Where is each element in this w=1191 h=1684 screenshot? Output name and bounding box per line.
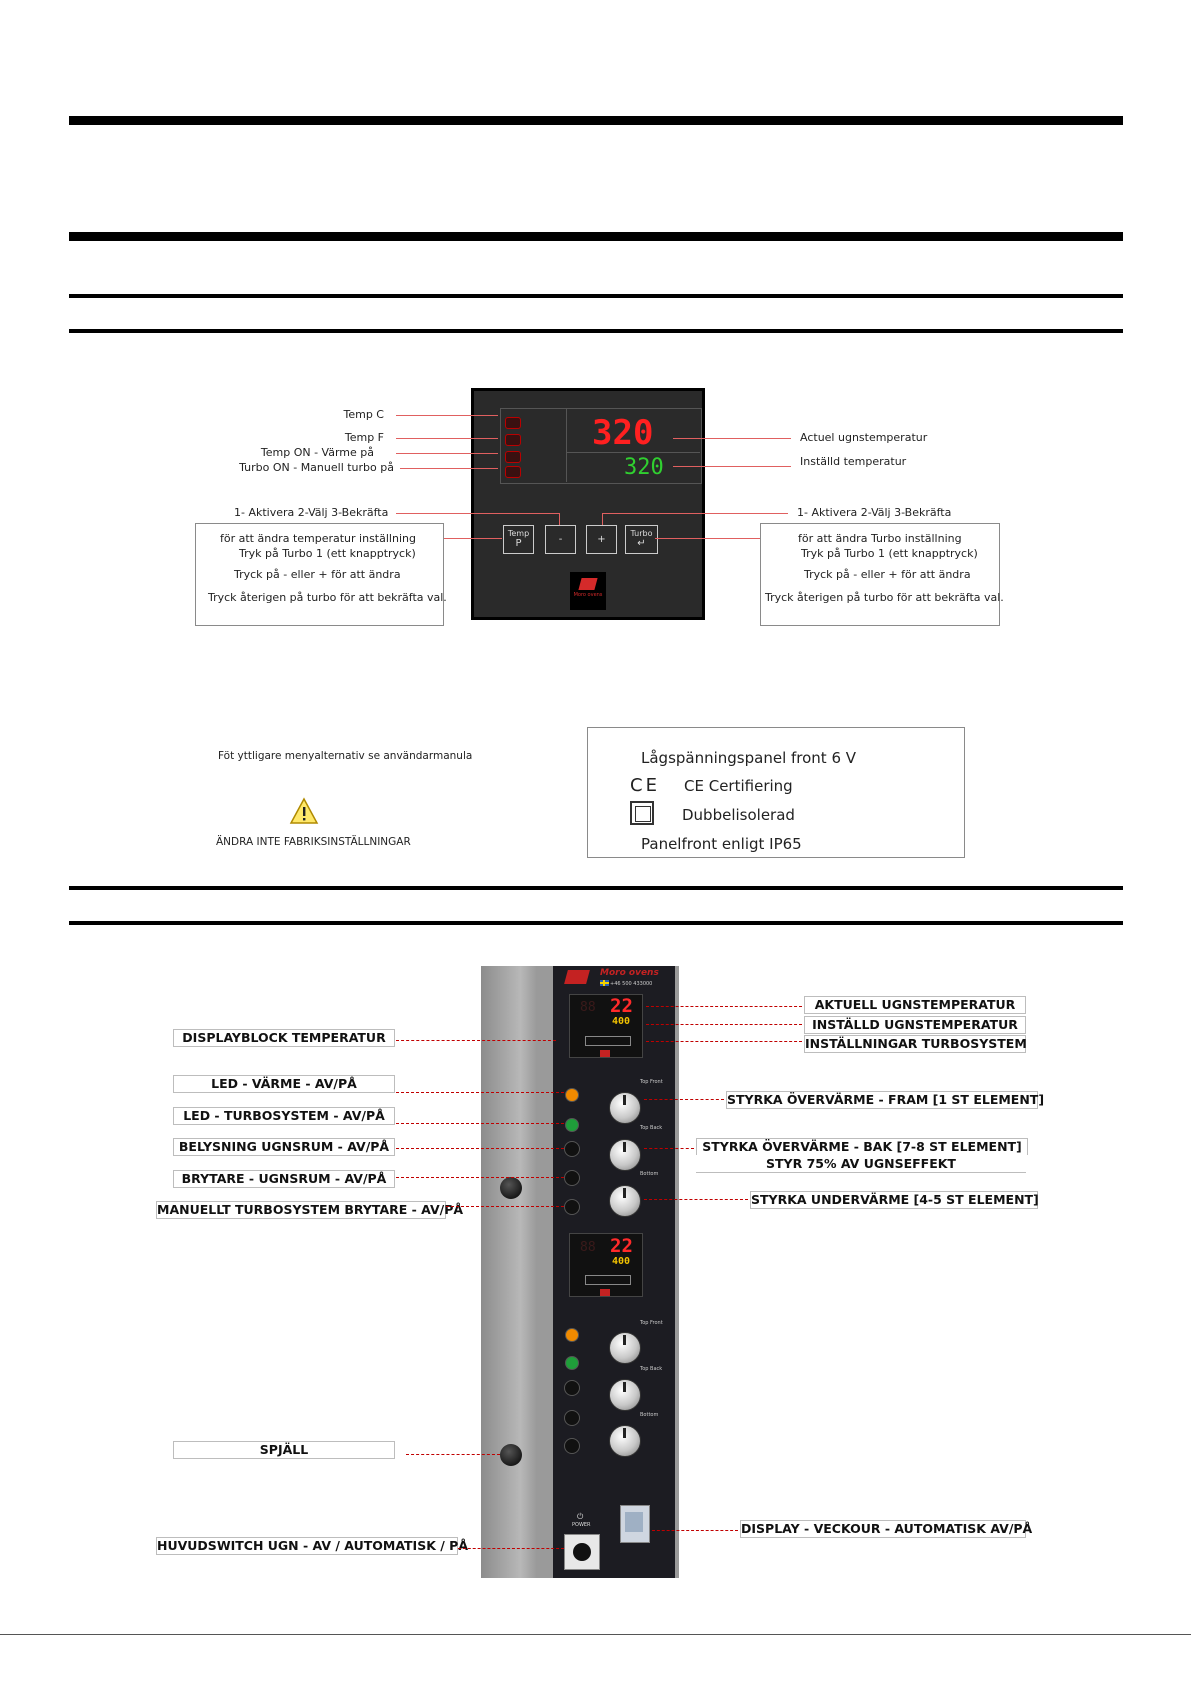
upper-buttons[interactable] bbox=[585, 1036, 631, 1046]
label-main-switch: HUVUDSWITCH UGN - AV / AUTOMATISK / PÅ bbox=[157, 1538, 469, 1553]
lower-chamber-switch[interactable] bbox=[564, 1410, 580, 1426]
upper-display-set: 400 bbox=[612, 1016, 631, 1027]
label-temp-f: Temp F bbox=[344, 431, 384, 444]
section2-rule-top bbox=[69, 886, 1123, 890]
right-instruction-box: för att ändra Turbo inställning Tryk på Turbo 1 (ett knapptryck) Tryck på - eller + för att ändra Tryck återigen på turbo för att bekräfta val. bbox=[760, 523, 1000, 626]
left-step-label: 1- Aktivera 2-Välj 3-Bekräfta bbox=[234, 506, 389, 519]
damper-knob-lower[interactable] bbox=[500, 1444, 522, 1466]
label-top-front-heat: STYRKA ÖVERVÄRME - FRAM [1 ST ELEMENT] bbox=[727, 1092, 1045, 1107]
oven-brand: Moro ovens bbox=[600, 968, 659, 978]
label-damper: SPJÄLL bbox=[173, 1441, 395, 1459]
label-chamber-switch: BRYTARE - UGNSRUM - AV/PÅ bbox=[173, 1170, 395, 1188]
set-temperature-display: 320 bbox=[624, 455, 664, 480]
label-set-oven-temp: INSTÄLLD UGNSTEMPERATUR bbox=[804, 1016, 1026, 1034]
logo-emblem-icon bbox=[578, 578, 597, 590]
label-set-temp: Inställd temperatur bbox=[800, 455, 907, 468]
lower-knob-top-front[interactable] bbox=[609, 1332, 641, 1364]
lower-display-actual: 22 bbox=[610, 1235, 633, 1257]
oven-logo-icon bbox=[564, 970, 590, 984]
logo-text: Moro ovens bbox=[573, 592, 603, 598]
enter-icon: ↵ bbox=[637, 538, 646, 549]
label-top-back-heat: STYRKA ÖVERVÄRME - BAK [7-8 ST ELEMENT] bbox=[696, 1138, 1028, 1155]
label-display-block: DISPLAYBLOCK TEMPERATUR bbox=[173, 1029, 395, 1047]
lower-display-logo-icon bbox=[600, 1289, 610, 1296]
lower-light-switch[interactable] bbox=[564, 1380, 580, 1396]
label-weekly-timer: DISPLAY - VECKOUR - AUTOMATISK AV/PÅ bbox=[741, 1521, 1033, 1536]
temp-button-sub: P bbox=[515, 538, 522, 549]
label-turbo-switch: MANUELLT TURBOSYSTEM BRYTARE - AV/PÅ bbox=[157, 1202, 464, 1217]
footer-rule bbox=[0, 1634, 1191, 1635]
upper-knob-top-back[interactable] bbox=[609, 1139, 641, 1171]
label-turbo-on: Turbo ON - Manuell turbo på bbox=[239, 461, 394, 474]
led-temp-f bbox=[505, 434, 521, 446]
upper-knob-bottom[interactable] bbox=[609, 1185, 641, 1217]
warning-text: ÄNDRA INTE FABRIKSINSTÄLLNINGAR bbox=[216, 836, 411, 848]
label-light: BELYSNING UGNSRUM - AV/PÅ bbox=[173, 1138, 395, 1156]
label-actual-oven-temp: AKTUELL UGNSTEMPERATUR bbox=[804, 996, 1026, 1014]
upper-light-switch[interactable] bbox=[564, 1141, 580, 1157]
lower-turbo-switch[interactable] bbox=[564, 1438, 580, 1454]
upper-display-logo-icon bbox=[600, 1050, 610, 1057]
led-temp-on bbox=[505, 451, 521, 463]
upper-led-turbo bbox=[565, 1118, 579, 1132]
temp-button-label: Temp bbox=[507, 529, 530, 538]
moro-logo bbox=[570, 572, 606, 610]
timer-screen-icon bbox=[625, 1512, 643, 1532]
power-icon: ⏻ bbox=[577, 1512, 584, 1521]
left-instruction-box: för att ändra temperatur inställning Tryk på Turbo 1 (ett knapptryck) Tryck på - eller + för att ändra Tryck återigen på turbo för att bekräfta val. bbox=[195, 523, 444, 626]
section2-rule-bottom bbox=[69, 921, 1123, 925]
damper-knob-upper[interactable] bbox=[500, 1177, 522, 1199]
double-insulated-icon bbox=[630, 801, 654, 825]
power-label: POWER bbox=[572, 1522, 591, 1528]
lower-knob-top-back[interactable] bbox=[609, 1379, 641, 1411]
label-temp-c: Temp C bbox=[343, 408, 384, 421]
controller-panel bbox=[471, 388, 705, 620]
upper-chamber-switch[interactable] bbox=[564, 1170, 580, 1186]
menu-note: Föt yttligare menyalternativ se användarmanula bbox=[218, 750, 473, 762]
lower-display-set: 400 bbox=[612, 1256, 631, 1267]
upper-display-actual: 22 bbox=[610, 995, 633, 1017]
section1-rule-bottom bbox=[69, 329, 1123, 333]
label-actual-temp: Actuel ugnstemperatur bbox=[800, 431, 928, 444]
temp-button[interactable] bbox=[503, 525, 534, 554]
warning-triangle-icon bbox=[289, 797, 319, 825]
second-rule bbox=[69, 232, 1123, 241]
actual-temperature-display: 320 bbox=[592, 413, 654, 453]
plus-button[interactable]: + bbox=[586, 525, 617, 554]
weekly-timer-display[interactable] bbox=[620, 1505, 650, 1543]
led-turbo-on bbox=[505, 466, 521, 478]
main-switch-dial-icon bbox=[573, 1543, 591, 1561]
section1-rule-top bbox=[69, 294, 1123, 298]
spec-box bbox=[587, 727, 965, 858]
spec-double: Dubbelisolerad bbox=[682, 806, 795, 824]
main-switch[interactable] bbox=[564, 1534, 600, 1570]
spec-ip: Panelfront enligt IP65 bbox=[641, 835, 802, 853]
right-step-label: 1- Aktivera 2-Välj 3-Bekräfta bbox=[797, 506, 952, 519]
oven-phone: +46 500 433000 bbox=[610, 981, 653, 987]
label-temp-on: Temp ON - Värme på bbox=[260, 446, 374, 459]
upper-led-heat bbox=[565, 1088, 579, 1102]
lower-led-turbo bbox=[565, 1356, 579, 1370]
label-turbo-settings: INSTÄLLNINGAR TURBOSYSTEM bbox=[805, 1036, 1027, 1051]
turbo-button-label: Turbo bbox=[630, 529, 653, 538]
label-power-share: STYR 75% AV UGNSEFFEKT bbox=[696, 1156, 1026, 1173]
spec-ce: CE Certifiering bbox=[684, 777, 793, 795]
spec-voltage: Lågspänningspanel front 6 V bbox=[641, 749, 857, 767]
lower-buttons[interactable] bbox=[585, 1275, 631, 1285]
label-led-heat: LED - VÄRME - AV/PÅ bbox=[173, 1075, 395, 1093]
upper-turbo-switch[interactable] bbox=[564, 1199, 580, 1215]
minus-button[interactable]: - bbox=[545, 525, 576, 554]
upper-knob-top-front[interactable] bbox=[609, 1092, 641, 1124]
label-bottom-heat: STYRKA UNDERVÄRME [4-5 ST ELEMENT] bbox=[751, 1192, 1039, 1207]
sweden-flag-icon bbox=[600, 980, 609, 986]
ce-mark-icon: CE bbox=[630, 775, 660, 796]
turbo-button[interactable] bbox=[625, 525, 658, 554]
label-led-turbo: LED - TURBOSYSTEM - AV/PÅ bbox=[173, 1107, 395, 1125]
lower-knob-bottom[interactable] bbox=[609, 1425, 641, 1457]
lower-led-heat bbox=[565, 1328, 579, 1342]
led-temp-c bbox=[505, 417, 521, 429]
top-rule bbox=[69, 116, 1123, 125]
